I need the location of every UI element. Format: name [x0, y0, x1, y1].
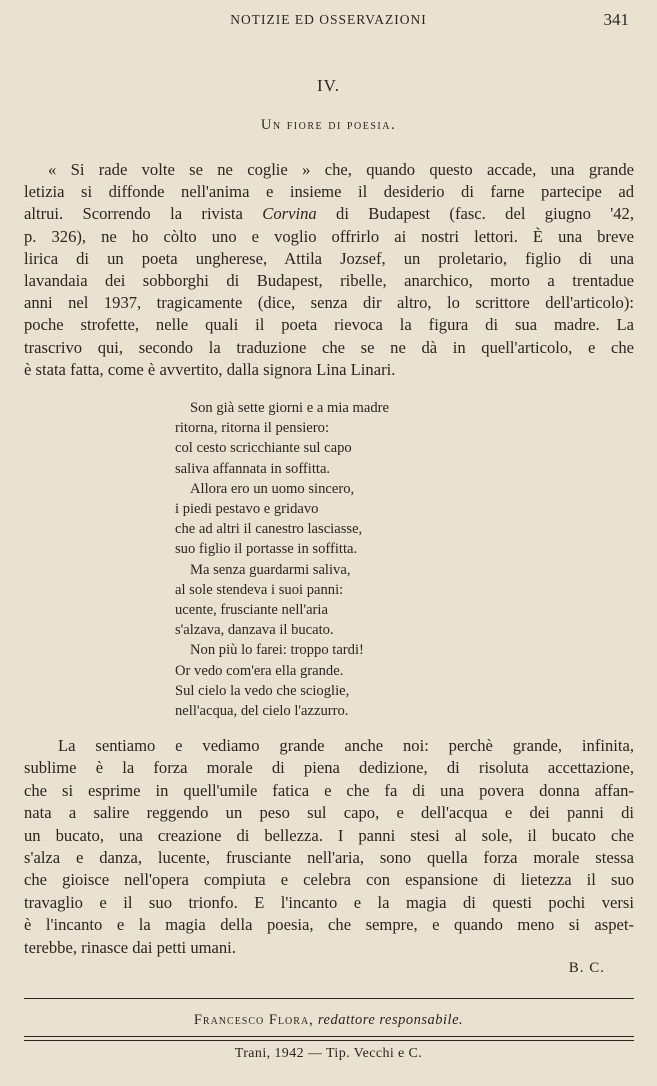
paragraph-line: è l'incanto e la magia della poesia, che sempre, e quando meno si aspet-: [24, 915, 634, 935]
paragraph-line: terebbe, rinasce dai petti umani.: [24, 937, 236, 957]
paragraph-line: che gioisce nell'opera compiuta e celebra con espansione di lietezza il suo: [24, 870, 634, 890]
poem-line: Non più lo farei: troppo tardi!: [190, 642, 364, 659]
paragraph-line-part: altrui. Scorrendo la rivista: [24, 204, 263, 224]
poem-line: al sole stendeva i suoi panni:: [175, 581, 344, 598]
poem-line: Son già sette giorni e a mia madre: [190, 400, 389, 416]
paragraph-line: che si esprime in quell'umile fatica e che fa di una povera donna affan-: [24, 780, 634, 800]
poem-line: suo figlio il portasse in soffitta.: [175, 541, 358, 558]
paragraph-line: nata a salire reggendo un peso sul capo, e dell'acqua e dei panni di: [24, 803, 634, 823]
paragraph-line: « Si rade volte se ne coglie » che, quando questo accade, una grande: [48, 160, 634, 179]
page-number: 341: [603, 10, 629, 29]
poem-line: Allora ero un uomo sincero,: [190, 480, 355, 497]
journal-title: Corvina: [262, 204, 317, 224]
paragraph-line: lavandaia dei sobborghi di Budapest, ribelle, anarchico, morto a trentadue: [24, 271, 634, 291]
paragraph-line: La sentiamo e vediamo grande anche noi: perchè grande, infinita,: [58, 736, 634, 755]
poem-line: saliva affannata in soffitta.: [175, 460, 331, 477]
paragraph-line: sublime è la forza morale di piena dedizione, di risoluta accettazione,: [24, 758, 634, 778]
commentary-paragraph: [24, 735, 634, 959]
poem-line: che ad altri il canestro lasciasse,: [175, 521, 363, 538]
paragraph-line: [24, 203, 634, 225]
paragraph-line: un bucato, una creazione di bellezza. I panni stesi al sole, il bucato che: [24, 825, 634, 845]
paragraph-line: trascrivo qui, secondo la traduzione che se ne dà in quell'articolo, e che: [24, 337, 634, 357]
paragraph-line: letizia si diffonde nell'anima e insieme il desiderio di farne partecipe ad: [24, 182, 634, 202]
page-header: [0, 10, 657, 34]
paragraph-line: è stata fatta, come è avvertito, dalla signora Lina Linari.: [24, 359, 396, 379]
editor-role: redattore responsabile.: [317, 1012, 464, 1028]
poem-line: ucente, frusciante nell'aria: [175, 602, 328, 619]
poem-line: s'alzava, danzava il bucato.: [175, 622, 334, 639]
poem-line: i piedi pestavo e gridavo: [175, 501, 319, 518]
poem-line: Ma senza guardarmi saliva,: [190, 561, 351, 578]
paragraph-line: anni nel 1937, tragicamente (dice, senza dir altro, lo scrittore dell'articolo):: [24, 293, 634, 313]
poem-line: col cesto scricchiante sul capo: [175, 440, 352, 457]
paragraph-line-part: di Budapest (fasc. del giugno '42,: [316, 204, 634, 224]
poem-line: nell'acqua, del cielo l'azzurro.: [175, 703, 349, 720]
paragraph-line: p. 326), ne ho còlto uno e voglio offrirlo ai nostri lettori. È una breve: [24, 226, 634, 246]
editor-name: Francesco Flora,: [193, 1012, 314, 1028]
running-head: NOTIZIE ED OSSERVAZIONI: [230, 12, 427, 27]
footer-divider-thin: [24, 1040, 634, 1041]
printer-imprint: Trani, 1942 — Tip. Vecchi e C.: [234, 1046, 423, 1061]
poem-line: Or vedo com'era ella grande.: [175, 662, 344, 679]
paragraph-line: s'alza e danza, lucente, frusciante nell'aria, sono quella forza morale stessa: [24, 848, 634, 868]
section-number: IV.: [317, 76, 340, 95]
footer-divider-top: [24, 998, 634, 999]
author-signature: B. C.: [568, 960, 605, 976]
editor-credit: [0, 1012, 657, 1029]
intro-paragraph: [24, 159, 634, 381]
paragraph-line: poche strofette, nelle quali il poeta rievoca la figura di sua madre. La: [24, 315, 634, 335]
poem-line: ritorna, ritorna il pensiero:: [175, 420, 329, 437]
footer-divider-bottom: [24, 1036, 634, 1037]
poem: [175, 398, 389, 721]
poem-line: Sul cielo la vedo che scioglie,: [175, 682, 350, 699]
section-title: Un fiore di poesia.: [260, 117, 397, 133]
paragraph-line: travaglio e il suo trionfo. E l'incanto e la magia di questi pochi versi: [24, 892, 634, 912]
paragraph-line: lirica di un poeta ungherese, Attila Jozsef, un proletario, figlio di una: [24, 248, 634, 268]
